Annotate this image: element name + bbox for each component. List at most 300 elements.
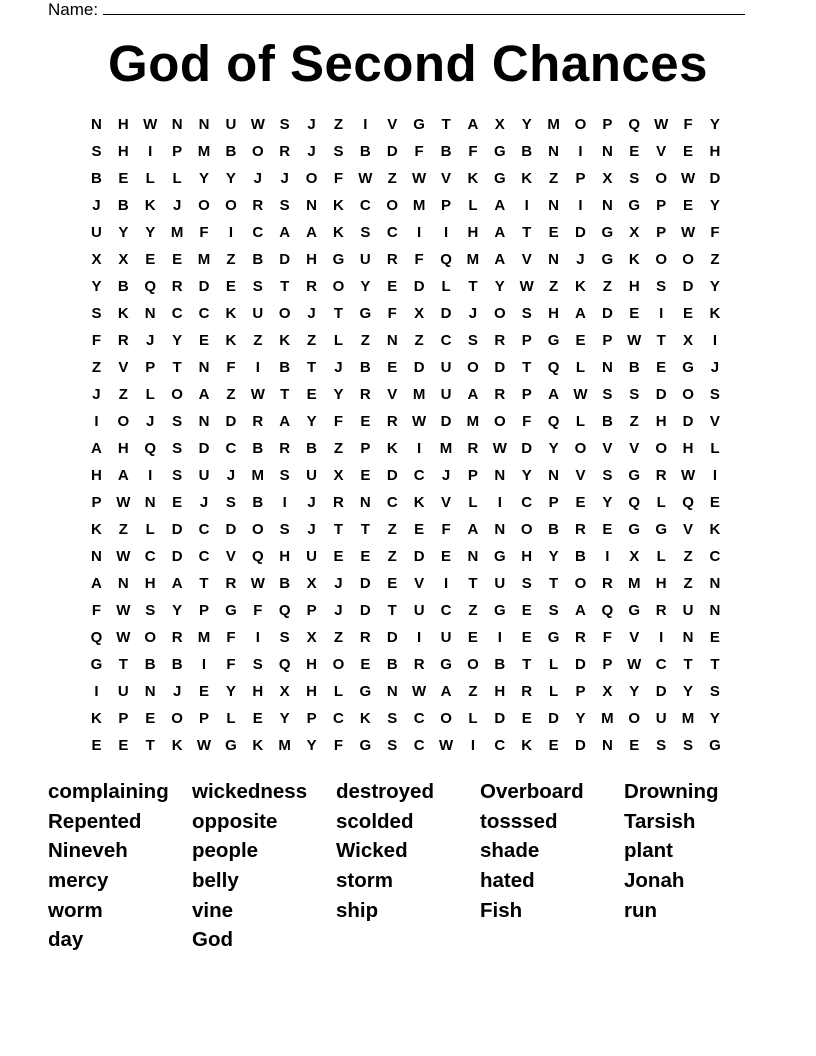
grid-letter: Q xyxy=(547,413,560,430)
grid-letter: U xyxy=(252,305,264,322)
grid-letter: A xyxy=(91,440,102,457)
grid-letter: C xyxy=(386,224,398,241)
grid-letter: L xyxy=(549,683,559,700)
grid-letter: T xyxy=(683,656,693,673)
grid-letter: C xyxy=(521,494,533,511)
grid-letter: S xyxy=(602,386,613,403)
grid-letter: L xyxy=(145,521,155,538)
grid-letter: S xyxy=(709,386,720,403)
grid-letter: Y xyxy=(333,386,344,403)
grid-letter: W xyxy=(627,656,642,673)
grid-letter: K xyxy=(521,170,533,187)
grid-letter: Z xyxy=(629,413,639,430)
grid-letter: D xyxy=(279,251,291,268)
grid-letter: W xyxy=(654,116,669,133)
grid-letter: G xyxy=(493,143,506,160)
grid-letter: K xyxy=(467,170,479,187)
grid-letter: X xyxy=(333,467,344,484)
grid-letter: M xyxy=(197,251,211,268)
grid-letter: K xyxy=(225,305,237,322)
grid-letter: G xyxy=(440,656,452,673)
grid-letter: W xyxy=(250,575,265,592)
grid-letter: T xyxy=(710,656,720,673)
grid-letter: H xyxy=(306,683,317,700)
grid-letter: D xyxy=(225,521,237,538)
grid-letter: R xyxy=(575,521,586,538)
grid-letter: M xyxy=(439,440,453,457)
grid-letter: K xyxy=(225,332,237,349)
grid-letter: H xyxy=(655,575,667,592)
grid-letter: Y xyxy=(709,710,720,727)
grid-letter: R xyxy=(601,575,613,592)
grid-letter: Q xyxy=(278,602,291,619)
word-bank-item: worm xyxy=(48,898,103,922)
grid-letter: I xyxy=(659,305,664,322)
grid-letter: D xyxy=(198,278,210,295)
grid-letter: E xyxy=(172,251,183,268)
grid-letter: S xyxy=(683,737,694,754)
grid-letter: E xyxy=(575,332,586,349)
grid-letter: K xyxy=(91,710,102,727)
grid-letter: U xyxy=(306,548,317,565)
grid-letter: Z xyxy=(683,548,693,565)
grid-letter: A xyxy=(198,386,210,403)
grid-letter: W xyxy=(250,116,265,133)
grid-letter: P xyxy=(91,494,102,511)
grid-letter: U xyxy=(306,467,317,484)
grid-letter: M xyxy=(170,224,184,241)
grid-letter: B xyxy=(359,143,371,160)
grid-letter: A xyxy=(575,305,586,322)
grid-letter: C xyxy=(198,548,210,565)
grid-letter: A xyxy=(467,116,479,133)
grid-letter: L xyxy=(441,278,451,295)
grid-letter: Z xyxy=(253,332,263,349)
grid-letter: O xyxy=(628,710,641,727)
grid-letter: J xyxy=(280,170,289,187)
grid-letter: O xyxy=(251,143,264,160)
grid-letter: N xyxy=(198,116,210,133)
grid-letter: Y xyxy=(172,602,183,619)
word-bank xyxy=(48,779,768,957)
grid-letter: K xyxy=(709,521,721,538)
grid-letter: E xyxy=(656,359,667,376)
grid-letter: L xyxy=(575,359,586,376)
grid-letter: B xyxy=(386,656,398,673)
grid-letter: X xyxy=(629,224,640,241)
grid-letter: N xyxy=(709,575,721,592)
grid-letter: T xyxy=(656,332,666,349)
grid-letter: B xyxy=(144,656,156,673)
grid-letter: W xyxy=(412,683,427,700)
grid-letter: S xyxy=(602,467,613,484)
grid-letter: I xyxy=(578,197,583,214)
grid-letter: O xyxy=(144,629,157,646)
word-bank-item: vine xyxy=(192,898,234,922)
grid-letter: P xyxy=(521,386,532,403)
grid-letter: M xyxy=(412,386,426,403)
grid-letter: G xyxy=(601,251,614,268)
grid-letter: E xyxy=(629,737,640,754)
grid-letter: E xyxy=(414,521,425,538)
grid-letter: E xyxy=(709,629,720,646)
grid-letter: C xyxy=(440,332,452,349)
grid-letter: N xyxy=(359,494,371,511)
grid-letter: Y xyxy=(521,467,532,484)
word-bank-item: complaining xyxy=(48,780,169,803)
grid-letter: K xyxy=(359,710,371,727)
grid-letter: N xyxy=(386,332,398,349)
grid-letter: S xyxy=(656,737,667,754)
grid-letter: Q xyxy=(278,656,291,673)
grid-letter: B xyxy=(252,251,264,268)
grid-letter: B xyxy=(601,413,613,430)
grid-letter: T xyxy=(468,278,478,295)
grid-letter: V xyxy=(387,386,398,403)
grid-letter: C xyxy=(198,305,210,322)
grid-letter: D xyxy=(171,548,183,565)
grid-letter: U xyxy=(440,386,452,403)
grid-letter: Q xyxy=(251,548,264,565)
grid-letter: N xyxy=(117,575,129,592)
grid-letter: H xyxy=(521,548,533,565)
grid-letter: W xyxy=(573,386,588,403)
grid-letter: J xyxy=(334,602,343,619)
grid-letter: Z xyxy=(226,386,236,403)
grid-letter: H xyxy=(467,224,479,241)
grid-letter: S xyxy=(279,467,290,484)
grid-letter: K xyxy=(628,251,640,268)
grid-letter: I xyxy=(470,737,475,754)
grid-letter: L xyxy=(145,170,155,187)
grid-letter: J xyxy=(199,494,209,511)
grid-letter: K xyxy=(333,197,344,214)
grid-letter: E xyxy=(548,737,559,754)
grid-letter: U xyxy=(359,251,371,268)
word-bank-item: tosssed xyxy=(480,809,558,833)
grid-letter: C xyxy=(655,656,667,673)
grid-letter: F xyxy=(91,602,102,619)
grid-letter: H xyxy=(655,413,667,430)
grid-letter: E xyxy=(145,251,156,268)
word-bank-item: run xyxy=(624,898,658,922)
grid-letter: D xyxy=(413,359,425,376)
grid-letter: A xyxy=(467,521,479,538)
grid-letter: G xyxy=(90,656,103,673)
grid-letter: S xyxy=(252,278,263,295)
grid-letter: X xyxy=(602,170,613,187)
grid-letter: N xyxy=(144,305,156,322)
grid-letter: O xyxy=(574,575,587,592)
grid-letter: D xyxy=(521,440,533,457)
grid-letter: J xyxy=(441,467,451,484)
grid-letter: F xyxy=(683,116,693,133)
grid-letter: T xyxy=(333,305,344,322)
grid-letter: K xyxy=(144,197,156,214)
grid-letter: M xyxy=(197,629,211,646)
grid-letter: E xyxy=(118,170,129,187)
grid-letter: N xyxy=(682,629,694,646)
grid-letter: W xyxy=(116,548,131,565)
grid-letter: L xyxy=(575,413,586,430)
grid-letter: Z xyxy=(360,332,370,349)
grid-letter: J xyxy=(334,359,343,376)
grid-letter: U xyxy=(440,359,452,376)
grid-letter: A xyxy=(171,575,183,592)
grid-letter: N xyxy=(548,143,559,160)
grid-letter: N xyxy=(601,359,613,376)
grid-letter: E xyxy=(683,197,694,214)
grid-letter: I xyxy=(712,467,718,484)
grid-letter: H xyxy=(682,440,694,457)
grid-letter: J xyxy=(307,521,316,538)
grid-letter: I xyxy=(94,413,99,430)
word-search-grid xyxy=(83,113,728,761)
grid-letter: O xyxy=(467,656,479,673)
grid-letter: E xyxy=(360,413,371,430)
grid-letter: N xyxy=(601,197,613,214)
grid-letter: D xyxy=(494,359,506,376)
grid-letter: Z xyxy=(333,440,344,457)
grid-letter: Q xyxy=(144,440,157,457)
grid-letter: A xyxy=(117,467,129,484)
grid-letter: G xyxy=(655,521,667,538)
grid-letter: F xyxy=(226,359,236,376)
grid-letter: L xyxy=(172,170,182,187)
grid-letter: F xyxy=(199,224,209,241)
grid-letter: E xyxy=(629,305,640,322)
grid-letter: Q xyxy=(628,116,641,133)
grid-letter: Q xyxy=(144,278,157,295)
grid-letter: O xyxy=(225,197,237,214)
grid-letter: T xyxy=(280,386,290,403)
word-bank-item: scolded xyxy=(336,809,414,833)
grid-letter: O xyxy=(520,521,533,538)
grid-letter: V xyxy=(387,116,398,133)
grid-letter: N xyxy=(548,467,559,484)
grid-letter: A xyxy=(279,224,291,241)
grid-letter: T xyxy=(522,656,532,673)
grid-letter: F xyxy=(414,251,424,268)
grid-letter: Z xyxy=(549,170,559,187)
grid-letter: K xyxy=(575,278,586,295)
word-bank-item: Nineveh xyxy=(48,839,128,863)
grid-letter: D xyxy=(709,170,721,187)
grid-letter: D xyxy=(440,413,452,430)
word-bank-item: Repented xyxy=(48,809,142,833)
grid-letter: K xyxy=(171,737,183,754)
grid-letter: Z xyxy=(226,251,236,268)
grid-letter: J xyxy=(307,143,316,160)
grid-letter: F xyxy=(441,521,451,538)
grid-letter: R xyxy=(252,413,264,430)
grid-letter: L xyxy=(145,386,155,403)
word-bank-item: ship xyxy=(336,898,379,922)
grid-letter: H xyxy=(117,116,129,133)
grid-letter: I xyxy=(282,494,287,511)
grid-letter: O xyxy=(305,170,318,187)
grid-letter: D xyxy=(682,413,694,430)
grid-letter: E xyxy=(306,386,317,403)
grid-letter: H xyxy=(252,683,264,700)
grid-letter: T xyxy=(145,737,155,754)
grid-letter: I xyxy=(148,143,153,160)
grid-letter: R xyxy=(386,251,398,268)
grid-letter: B xyxy=(252,440,264,457)
grid-letter: R xyxy=(467,440,479,457)
name-field-line xyxy=(48,0,745,20)
grid-letter: H xyxy=(91,467,102,484)
grid-letter: O xyxy=(440,710,452,727)
grid-letter: F xyxy=(333,737,344,754)
grid-letter: B xyxy=(252,494,264,511)
grid-letter: Y xyxy=(91,278,102,295)
grid-letter: C xyxy=(413,710,425,727)
grid-letter: H xyxy=(494,683,506,700)
grid-letter: R xyxy=(521,683,533,700)
grid-letter: C xyxy=(198,521,210,538)
grid-letter: R xyxy=(171,278,183,295)
grid-letter: G xyxy=(628,602,641,619)
word-bank-item: mercy xyxy=(48,869,109,893)
grid-letter: S xyxy=(279,521,290,538)
grid-letter: B xyxy=(117,278,129,295)
grid-letter: S xyxy=(629,170,640,187)
grid-letter: R xyxy=(413,656,425,673)
grid-letter: N xyxy=(601,143,613,160)
grid-letter: Z xyxy=(333,116,344,133)
word-bank-item: God xyxy=(192,928,233,952)
grid-letter: A xyxy=(440,683,452,700)
grid-letter: C xyxy=(413,467,425,484)
grid-letter: N xyxy=(144,683,156,700)
grid-letter: Y xyxy=(172,332,183,349)
grid-letter: D xyxy=(413,278,425,295)
grid-letter: S xyxy=(279,116,290,133)
grid-letter: P xyxy=(360,440,371,457)
grid-letter: V xyxy=(521,251,532,268)
grid-letter: T xyxy=(360,521,370,538)
grid-letter: E xyxy=(387,359,398,376)
word-bank-item: Overboard xyxy=(480,780,584,803)
grid-letter: E xyxy=(360,656,371,673)
grid-letter: Q xyxy=(440,251,452,268)
grid-letter: H xyxy=(306,251,317,268)
grid-letter: Y xyxy=(306,413,317,430)
grid-letter: B xyxy=(359,359,371,376)
grid-letter: G xyxy=(359,305,372,322)
grid-letter: H xyxy=(628,278,640,295)
grid-letter: G xyxy=(547,332,560,349)
grid-letter: C xyxy=(225,440,237,457)
grid-letter: S xyxy=(145,602,156,619)
grid-letter: H xyxy=(548,305,559,322)
grid-letter: T xyxy=(172,359,182,376)
grid-letter: P xyxy=(575,683,586,700)
grid-letter: Q xyxy=(682,494,694,511)
grid-letter: E xyxy=(172,494,183,511)
grid-letter: J xyxy=(710,359,720,376)
grid-letter: Y xyxy=(548,440,559,457)
grid-letter: K xyxy=(252,737,264,754)
grid-letter: Y xyxy=(629,683,640,700)
grid-letter: W xyxy=(116,602,131,619)
grid-letter: N xyxy=(91,116,102,133)
grid-letter: S xyxy=(521,575,532,592)
grid-letter: T xyxy=(522,224,532,241)
grid-letter: K xyxy=(709,305,721,322)
grid-letter: G xyxy=(628,467,641,484)
grid-letter: Y xyxy=(118,224,129,241)
grid-letter: L xyxy=(333,332,344,349)
grid-letter: E xyxy=(683,305,694,322)
grid-letter: R xyxy=(655,602,667,619)
grid-letter: N xyxy=(548,251,559,268)
grid-letter: J xyxy=(226,467,236,484)
grid-letter: Y xyxy=(709,197,720,214)
grid-letter: Y xyxy=(225,170,236,187)
grid-letter: W xyxy=(438,737,454,754)
grid-letter: V xyxy=(602,440,613,457)
grid-letter: I xyxy=(417,224,422,241)
word-bank-item: Jonah xyxy=(624,869,685,893)
grid-letter: F xyxy=(91,332,102,349)
grid-letter: V xyxy=(683,521,694,538)
grid-letter: J xyxy=(334,575,343,592)
grid-letter: G xyxy=(682,359,694,376)
grid-letter: E xyxy=(521,629,532,646)
grid-letter: Z xyxy=(549,278,559,295)
grid-letter: O xyxy=(655,170,667,187)
grid-letter: D xyxy=(655,683,667,700)
grid-letter: D xyxy=(575,656,586,673)
grid-letter: N xyxy=(144,494,156,511)
grid-letter: R xyxy=(306,278,317,295)
grid-letter: V xyxy=(629,440,640,457)
grid-letter: O xyxy=(682,251,694,268)
grid-letter: B xyxy=(225,143,237,160)
grid-letter: I xyxy=(497,494,502,511)
grid-letter: I xyxy=(659,629,664,646)
grid-letter: E xyxy=(683,143,694,160)
grid-letter: A xyxy=(467,386,479,403)
grid-letter: P xyxy=(467,467,478,484)
grid-letter: O xyxy=(332,656,345,673)
grid-letter: G xyxy=(359,737,372,754)
word-bank-item: Tarsish xyxy=(624,809,696,833)
grid-letter: T xyxy=(387,602,397,619)
grid-letter: B xyxy=(494,656,506,673)
grid-letter: G xyxy=(709,737,721,754)
grid-letter: Z xyxy=(306,332,317,349)
grid-letter: B xyxy=(279,359,291,376)
grid-letter: W xyxy=(143,116,158,133)
grid-letter: E xyxy=(360,467,371,484)
grid-letter: T xyxy=(306,359,317,376)
grid-letter: E xyxy=(521,602,532,619)
grid-letter: F xyxy=(226,629,236,646)
grid-letter: Y xyxy=(199,170,210,187)
grid-letter: L xyxy=(656,494,666,511)
grid-letter: W xyxy=(196,737,212,754)
grid-letter: Q xyxy=(90,629,103,646)
grid-letter: R xyxy=(386,413,398,430)
grid-letter: C xyxy=(252,224,264,241)
grid-letter: E xyxy=(709,494,720,511)
word-bank-item: Wicked xyxy=(336,839,408,863)
grid-letter: S xyxy=(252,656,263,673)
grid-letter: L xyxy=(468,197,478,214)
